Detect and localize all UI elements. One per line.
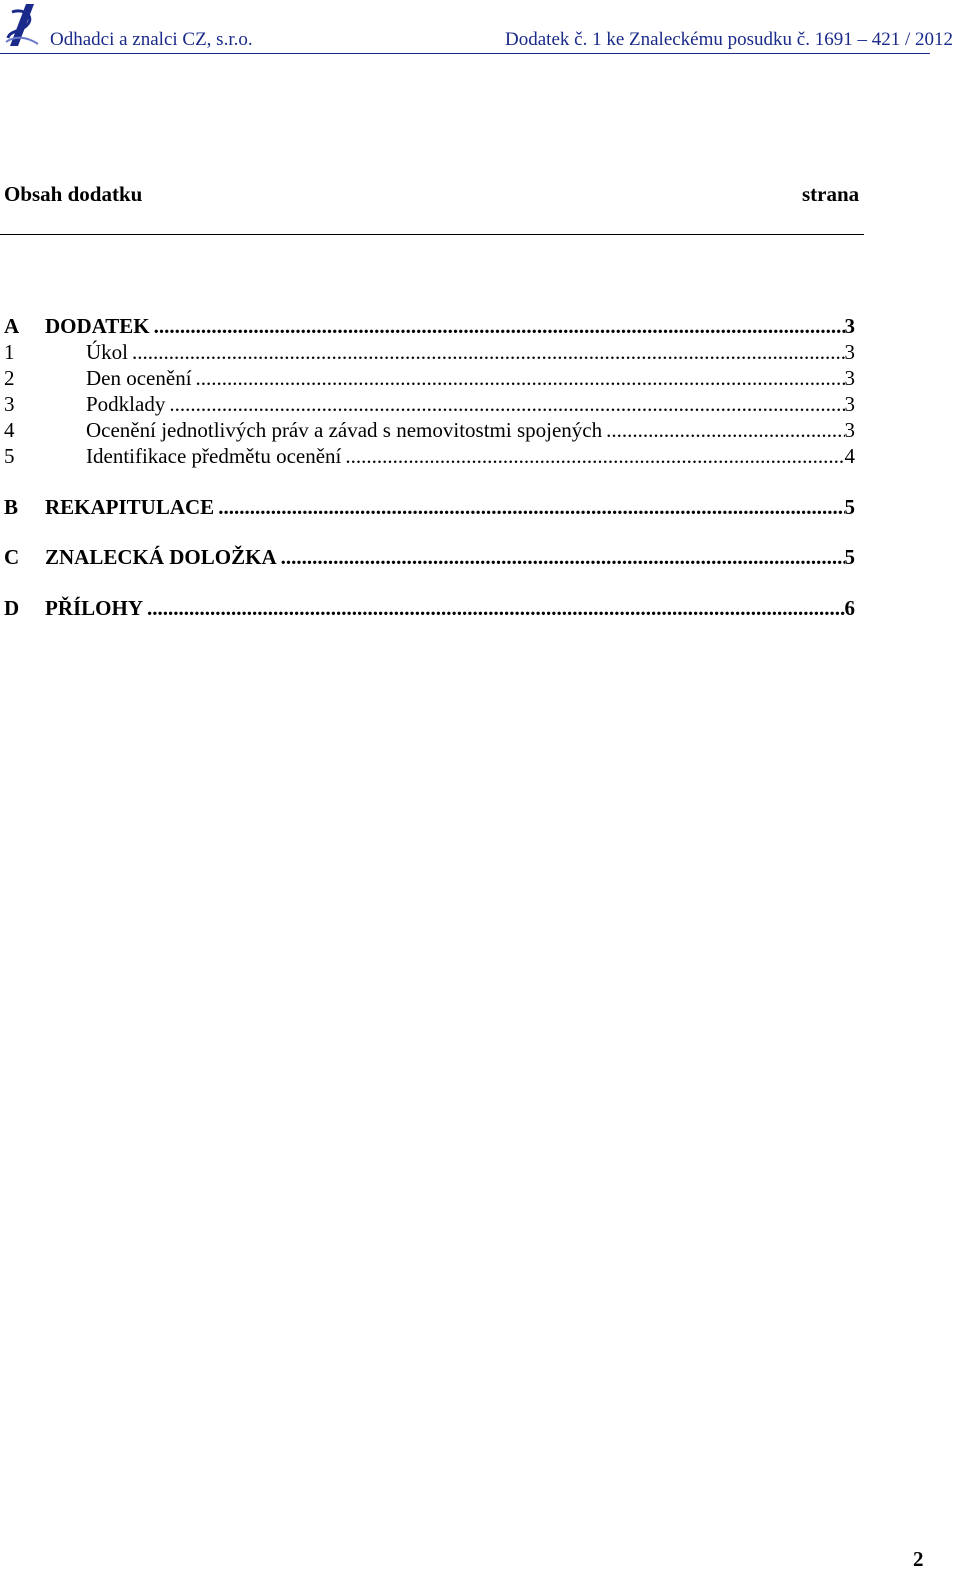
toc-leader	[196, 365, 845, 391]
header-divider	[0, 53, 930, 54]
toc-leader	[132, 339, 845, 365]
toc-entry-identifikace[interactable]	[0, 443, 855, 469]
toc-entry-page: 3	[844, 366, 855, 390]
company-logo-icon	[4, 2, 40, 50]
toc-entry-label: Úkol	[86, 340, 128, 364]
toc-entry-prilohy[interactable]	[0, 595, 855, 621]
toc-entry-number: 2	[4, 366, 15, 390]
toc-entry-page: 3	[844, 418, 855, 442]
toc-entry-number: B	[4, 495, 19, 519]
toc-entry-rekapitulace[interactable]	[0, 494, 855, 520]
toc-entry-oceneni-prav[interactable]	[0, 417, 855, 443]
toc-entry-dodatek[interactable]	[0, 313, 855, 339]
toc-entry-number: 4	[4, 418, 15, 442]
toc-entry-page: 6	[844, 596, 855, 620]
toc-entry-page: 4	[844, 444, 855, 468]
toc-entry-label: Ocenění jednotlivých práv a závad s nemovitostmi spojených	[86, 418, 603, 442]
toc-leader	[281, 544, 845, 570]
document-reference: Dodatek č. 1 ke Znaleckému posudku č. 1691 – 421 / 2012	[505, 29, 953, 50]
toc-entry-page: 5	[844, 545, 855, 569]
toc-leader	[345, 443, 844, 469]
toc-entry-label: Identifikace předmětu ocenění	[86, 444, 342, 468]
toc-entry-number: 5	[4, 444, 15, 468]
toc-entry-number: D	[4, 596, 20, 620]
toc-leader	[606, 417, 844, 443]
toc-leader	[147, 595, 844, 621]
company-name: Odhadci a znalci CZ, s.r.o.	[50, 29, 253, 50]
page-header	[0, 0, 960, 56]
toc-entry-label: ZNALECKÁ DOLOŽKA	[45, 545, 277, 569]
toc-entry-podklady[interactable]	[0, 391, 855, 417]
page-number: 2	[913, 1547, 924, 1571]
toc-entry-number: 3	[4, 392, 15, 416]
toc-entry-den-oceneni[interactable]	[0, 365, 855, 391]
toc-entry-number: A	[4, 314, 20, 338]
toc-title: Obsah dodatku	[4, 182, 143, 206]
toc-entry-label: PŘÍLOHY	[45, 596, 144, 620]
toc-divider	[0, 234, 864, 235]
toc-leader	[154, 313, 845, 339]
toc-entry-page: 3	[844, 392, 855, 416]
toc-entry-number: 1	[4, 340, 15, 364]
toc-leader	[218, 494, 844, 520]
toc-entry-label: DODATEK	[45, 314, 150, 338]
toc-entry-label: Podklady	[86, 392, 166, 416]
toc-entry-label: REKAPITULACE	[45, 495, 215, 519]
toc-entry-label: Den ocenění	[86, 366, 192, 390]
toc-entry-znalecka-dolozka[interactable]	[0, 544, 855, 570]
toc-entry-page: 3	[844, 314, 855, 338]
toc-entry-page: 3	[844, 340, 855, 364]
toc-leader	[169, 391, 844, 417]
toc-entry-number: C	[4, 545, 20, 569]
toc-entry-page: 5	[844, 495, 855, 519]
toc-entry-ukol[interactable]	[0, 339, 855, 365]
toc-page-column-label: strana	[802, 182, 860, 206]
